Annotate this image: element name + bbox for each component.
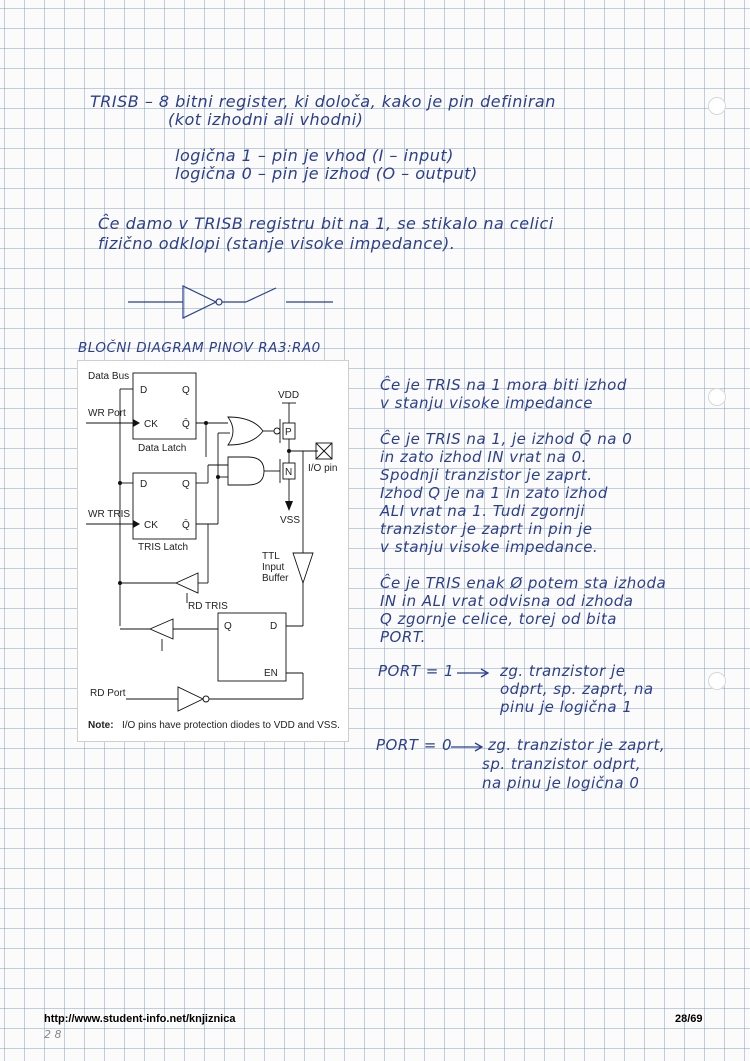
n-label: N <box>285 467 293 478</box>
port1-line: odprt, sp. zaprt, na <box>500 680 654 698</box>
side-note-line: Izhod Q je na 1 in zato izhod <box>380 484 608 502</box>
note-label: Note: <box>88 720 114 731</box>
side-note-line: in zato izhod IN vrat na 0. <box>380 448 587 466</box>
logic-1-line: logična 1 – pin je vhod (I – input) <box>175 146 454 165</box>
rd-port-label: RD Port <box>90 688 126 699</box>
en-label: EN <box>264 668 278 679</box>
side-note-line: v stanju visoke impedance <box>380 394 593 412</box>
data-latch-label: Data Latch <box>138 443 187 454</box>
block-diagram-svg <box>78 361 348 741</box>
vss-label: VSS <box>280 515 301 526</box>
block-diagram <box>77 360 349 742</box>
p-label: P <box>285 427 292 438</box>
buffer-switch-sketch <box>128 282 348 322</box>
note-text: I/O pins have protection diodes to VDD and VSS. <box>122 720 340 731</box>
ttl-label: TTL <box>262 551 280 562</box>
switch-line-1: Ĉe damo v TRISB registru bit na 1, se stikalo na celici <box>98 214 554 233</box>
side-note-line: IN in ALI vrat odvisna od izhoda <box>380 592 634 610</box>
lower-latch-q: Q <box>224 621 232 632</box>
footer-url: http://www.student-info.net/knjiznica <box>44 1013 236 1025</box>
tris-latch-q: Q <box>182 479 190 490</box>
page-number: 28/69 <box>675 1013 703 1025</box>
port0-label: PORT = 0 <box>376 736 453 754</box>
lower-latch-d: D <box>270 621 278 632</box>
tris-latch-ck: CK <box>144 520 158 531</box>
data-latch-ck: CK <box>144 419 158 430</box>
side-note-line: ALI vrat na 1. Tudi zgornji <box>380 502 585 520</box>
tris-latch-label: TRIS Latch <box>138 542 189 553</box>
footer-scribble: 2 8 <box>44 1028 62 1041</box>
tris-title-cont: (kot izhodni ali vhodni) <box>168 110 364 129</box>
data-latch-qbar: Q̄ <box>182 419 190 430</box>
tris-latch-qbar: Q̄ <box>182 520 190 531</box>
tris-title: TRISB – 8 bitni register, ki določa, kako je pin definiran <box>90 92 556 111</box>
data-latch-q: Q <box>182 385 190 396</box>
ttl-buffer-label: Buffer <box>262 573 289 584</box>
port1-label: PORT = 1 <box>378 662 455 680</box>
punch-hole <box>708 388 726 406</box>
side-note-line: PORT. <box>380 628 426 646</box>
port0-line: zg. tranzistor je zaprt, <box>488 736 666 754</box>
data-bus-label: Data Bus <box>88 371 130 382</box>
side-note-line: Ĉe je TRIS na 1, je izhod Q̄ na 0 <box>380 430 633 448</box>
side-note-line: Q zgornje celice, torej od bita <box>380 610 617 628</box>
port0-line: na pinu je logična 0 <box>482 774 640 792</box>
port1-line: pinu je logična 1 <box>500 698 633 716</box>
vdd-label: VDD <box>278 390 300 401</box>
port0-line: sp. tranzistor odprt, <box>482 755 642 773</box>
io-pin-label: I/O pin <box>308 463 338 474</box>
side-note-line: Ĉe je TRIS na 1 mora biti izhod <box>380 376 627 394</box>
tris-latch-d: D <box>140 479 148 490</box>
punch-hole <box>708 672 726 690</box>
side-note-line: v stanju visoke impedance. <box>380 538 599 556</box>
logic-0-line: logična 0 – pin je izhod (O – output) <box>175 164 478 183</box>
arrow-right-icon <box>449 741 485 753</box>
side-note-line: tranzistor je zaprt in pin je <box>380 520 593 538</box>
ttl-input-label: Input <box>262 562 285 573</box>
side-note-line: Ĉe je TRIS enak Ø potem sta izhoda <box>380 574 667 592</box>
wr-port-label: WR Port <box>88 408 126 419</box>
port1-line: zg. tranzistor je <box>500 662 626 680</box>
arrow-right-icon <box>455 667 491 679</box>
wr-tris-label: WR TRIS <box>88 509 131 520</box>
diagram-caption: BLOČNI DIAGRAM PINOV RA3:RA0 <box>78 340 321 356</box>
switch-line-2: fizično odklopi (stanje visoke impedance). <box>98 234 456 253</box>
rd-tris-label: RD TRIS <box>188 601 228 612</box>
punch-hole <box>708 97 726 115</box>
side-note-line: Spodnji tranzistor je zaprt. <box>380 466 593 484</box>
data-latch-d: D <box>140 385 148 396</box>
